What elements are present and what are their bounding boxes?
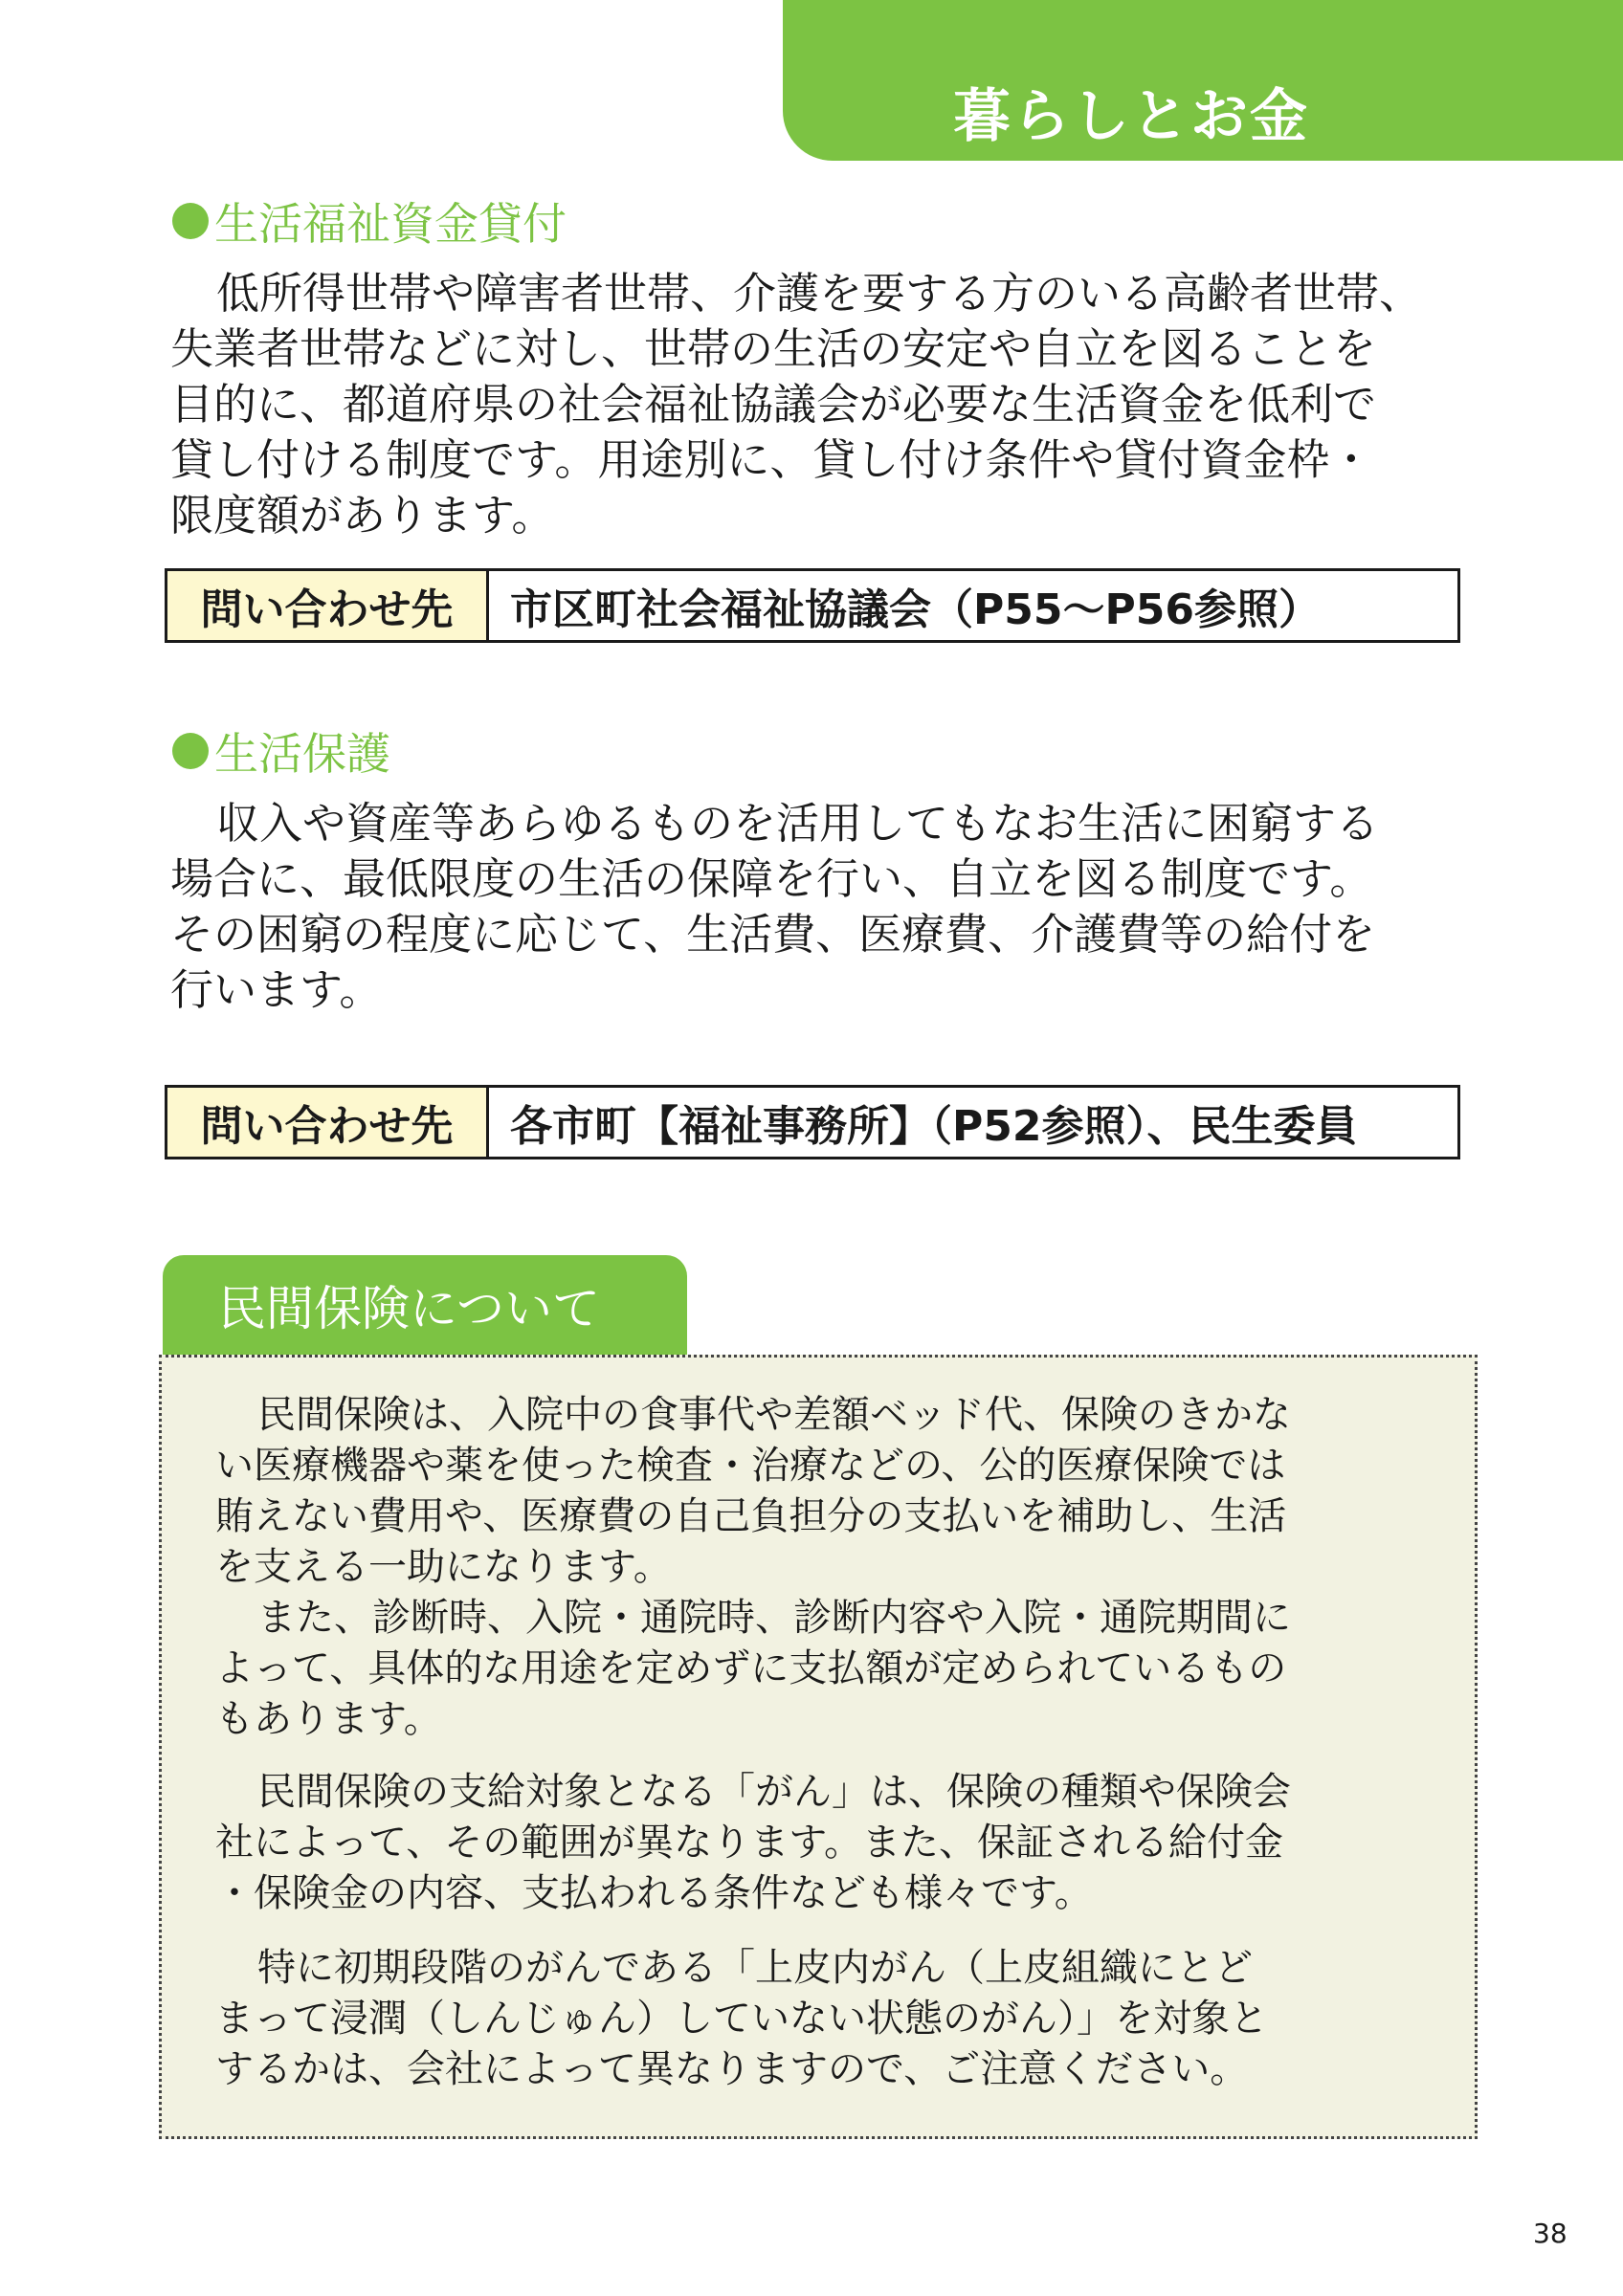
text-line: ・保険金の内容、支払われる条件なども様々です。 [215, 1871, 1093, 1915]
text-line: 社によって、その範囲が異なります。また、保証される給付金 [215, 1821, 1283, 1865]
bullet-dot-icon [172, 733, 209, 769]
text-line: を支える一助になります。 [215, 1545, 672, 1589]
text-line: するかは、会社によって異なりますので、ご注意ください。 [215, 2047, 1249, 2091]
text-line: 場合に、最低限度の生活の保障を行い、自立を図る制度です。 [170, 853, 1373, 904]
section-heading-public-assistance [172, 719, 390, 783]
page-category-title: 暮らしとお金 [953, 83, 1309, 150]
insurance-box-title: 民間保険について [163, 1255, 687, 1355]
insurance-paragraph-1 [215, 1390, 1431, 1745]
text-line: 民間保険の支給対象となる「がん」は、保険の種類や保険会 [257, 1770, 1291, 1814]
text-line: 賄えない費用や、医療費の自己負担分の支払いを補助し、生活 [215, 1494, 1287, 1538]
section-heading-text: 生活保護 [214, 728, 390, 780]
contact-value: 各市町【福祉事務所】（P52参照）、民生委員 [510, 1102, 1358, 1151]
contact-label: 問い合わせ先 [167, 1088, 489, 1157]
text-line: 目的に、都道府県の社会福祉協議会が必要な生活資金を低利で [170, 379, 1377, 430]
bullet-dot-icon [172, 203, 209, 239]
insurance-paragraph-2 [215, 1767, 1431, 1919]
text-line: 民間保険は、入院中の食事代や差額ベッド代、保険のきかな [257, 1393, 1291, 1437]
section-body-welfare-loan [170, 266, 1491, 543]
text-line: 行います。 [170, 964, 383, 1015]
text-line: もあります。 [215, 1697, 442, 1741]
text-line: 収入や資産等あらゆるものを活用してもなお生活に困窮する [216, 798, 1380, 849]
contact-value: 市区町社会福祉協議会（P55～P56参照） [510, 585, 1321, 634]
text-line: まって浸潤（しんじゅん）していない状態のがん）」を対象と [215, 1997, 1268, 2041]
text-line: また、診断時、入院・通院時、診断内容や入院・通院期間に [257, 1596, 1291, 1640]
text-line: 失業者世帯などに対し、世帯の生活の安定や自立を図ることを [170, 323, 1377, 374]
text-line: 特に初期段階のがんである「上皮内がん（上皮組織にとど [257, 1946, 1253, 1990]
insurance-info-box [159, 1355, 1478, 2139]
section-heading-text: 生活福祉資金貸付 [214, 198, 567, 250]
text-line: 低所得世帯や障害者世帯、介護を要する方のいる高齢者世帯、 [216, 268, 1423, 319]
text-line: い医療機器や薬を使った検査・治療などの、公的医療保険では [215, 1444, 1286, 1488]
text-line: その困窮の程度に応じて、生活費、医療費、介護費等の給付を [170, 909, 1376, 960]
section-heading-welfare-loan [172, 189, 567, 253]
contact-box-welfare-loan [165, 568, 1460, 643]
text-line: 限度額があります。 [170, 490, 555, 541]
header-tab [783, 0, 1623, 161]
page-number: 38 [1533, 2218, 1567, 2249]
contact-box-public-assistance [165, 1085, 1460, 1159]
section-body-public-assistance [170, 796, 1491, 1018]
text-line: 貸し付ける制度です。用途別に、貸し付け条件や貸付資金枠・ [170, 434, 1373, 485]
insurance-paragraph-3 [215, 1943, 1431, 2095]
text-line: よって、具体的な用途を定めずに支払額が定められているもの [215, 1646, 1287, 1690]
contact-label: 問い合わせ先 [167, 571, 489, 640]
